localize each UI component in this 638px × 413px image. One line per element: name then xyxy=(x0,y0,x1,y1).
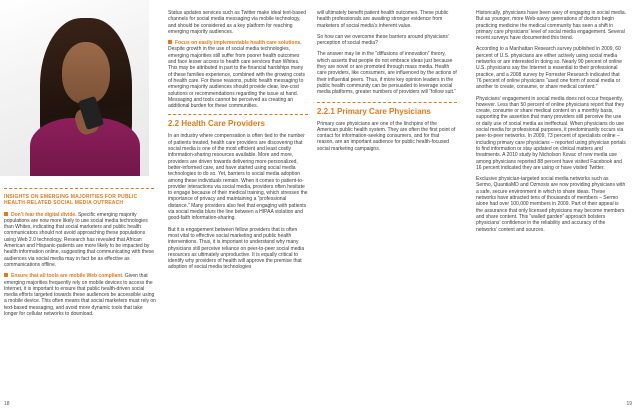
col2-bullet xyxy=(168,40,308,109)
sidebar-bullet-2 xyxy=(4,273,156,317)
sidebar-top-rule xyxy=(4,188,154,189)
col3-paragraph-1: will ultimately benefit patient health outcomes. These public health professionals are awaiting stronger evidence from marketers of social media’s inherent value. xyxy=(317,10,449,29)
bullet-2-text: Given that emerging majorities frequently rely on mobile devices to access the Internet, it is important to ensure that public health-driven social media efforts targeted towards these audiences be accessible using a mobile device. This often means that social marketers must rely on text-based messaging, and avoid more dynamic tools that take longer for cellular networks to download. xyxy=(4,273,156,318)
col4-paragraph-2: According to a Manhattan Research survey published in 2009, 60 percent of U.S. physicians are either actively using social media networks or are interested in doing so. Nearly 90 percent of online U.S. physicians say the Internet is essential to their professional practice, and a 2008 survey by Forrester Research indicated that 76 percent of online physicians “used one form of social media or another to create, consume, or share medical content.” xyxy=(476,46,622,91)
woman-with-phone-photo xyxy=(0,0,149,176)
page-number-right: 19 xyxy=(626,401,632,407)
col2-bullet-text: Despite growth in the use of social media technologies, emerging majorities still suffer from poorer health outcomes and face lesser access to health care services than Whites. This may be attributed in part to the financial hardships many of these families experience, combined with the growing costs of health care. For these reasons, public health messaging to emerging majority audiences should provide clear, low-cost solutions or recommendations regarding the issue at hand. Messaging and tools cannot be perceived as creating an additional burden for these communities. xyxy=(168,46,306,110)
bullet-2-lead: Ensure that all tools are mobile Web compliant. xyxy=(11,273,124,280)
column-2 xyxy=(168,10,308,276)
col2-paragraph-2: In an industry where compensation is often tied to the number of patients treated, health care providers are discovering that social media is one of the most efficient and least costly information-sharing resources available. More and more, providers are driven towards delivering more personalized, better-informed care, and have started using social media technologies to do so. Yet, barriers to social media adoption among these individuals remain. When it comes to patient-to-provider interactions via social media, providers often hesitate to engage because of their medical training, which stresses the importance of privacy and maintaining a “professional distance.” Many providers also feel that engaging with patients via social media blurs the line between a HIPAA violation and good-faith information-sharing. xyxy=(168,133,308,222)
col2-bullet-lead: Focus on easily implementable health care solutions. xyxy=(175,40,302,47)
col3-paragraph-2: So how can we overcome these barriers around physicians’ perception of social media? xyxy=(317,33,449,47)
bullet-square-icon xyxy=(4,212,8,216)
col3-paragraph-3: The answer may lie in the “diffusions of innovation” theory, which asserts that people do not embrace ideas just because they are novel or are promoted through mass media. Health care providers, like consumers, are influenced by the actions of their influential peers. Thus, if more key opinion leaders in the public health community can be persuaded to leverage social media platforms, greater numbers of providers will “follow suit.” xyxy=(317,51,457,96)
col2-paragraph-3: But it is engagement between fellow providers that is often most vital to effective social marketing and public health interventions. Thus, it is important to understand why many physicians still perceive reliance on peer-to-peer social media resources as ultimately unproductive. It is equally critical to identify why providers of health will approve the premise that adoption of social media technologies xyxy=(168,226,305,271)
section-title-health-care-providers: 2.2 Health Care Providers xyxy=(168,119,265,129)
col2-section-rule xyxy=(168,114,308,115)
col3-paragraph-4: Primary care physicians are one of the linchpins of the American public health system. They are often the first point of contact for information-seeking consumers, and for that reason, are an important audience for public health-focused social marketing campaigns. xyxy=(317,120,456,152)
photo-face xyxy=(62,42,110,104)
section-title-primary-care-physicians: 2.2.1 Primary Care Physicians xyxy=(317,106,431,116)
column-4 xyxy=(476,10,626,238)
sidebar-bullet-1 xyxy=(4,212,156,269)
col2-paragraph-1: Status updates services such as Twitter make ideal text-based channels for social media messaging via mobile technology, and should be considered as a key platform for reaching emerging majority audiences. xyxy=(168,10,307,35)
page-number-left: 18 xyxy=(4,401,10,407)
col4-paragraph-1: Historically, physicians have been wary of engaging in social media. But as younger, more Web-savvy generations of doctors begin practicing medicine the medical community has seen a shift in primary care physicians’ level of social media engagement. Several recent surveys have documented this trend. xyxy=(476,10,626,42)
sidebar-heading: INSIGHTS ON EMERGING MAJORITIES FOR PUBLIC HEALTH-RELATED SOCIAL MEDIA OUTREACH xyxy=(4,194,138,207)
bullet-square-icon xyxy=(168,40,172,44)
column-3 xyxy=(317,10,457,157)
sidebar-insights xyxy=(4,194,156,322)
col4-paragraph-4: Exclusive physician-targeted social media networks such as Sermo, QuantiaMD and Ozmosis are now providing physicians with a safe, secure environment in which to share ideas. These networks have attracted tens of thousands of members – Sermo alone had over 100,000 members in 2009. Part of their appeal is the assurance that only licensed physicians may become members and share content. This “walled garden” approach bolsters physicians’ confidence in the reliability and accuracy of the networks’ content and sources. xyxy=(476,176,626,233)
bullet-1-text: Specific emerging majority populations are now more likely to use social media technologies than Whites, indicating that social marketers and public health communicators should not avoid approaching these populations using Web 2.0 technology. Research has revealed that African American and Hispanic-patients are more likely to be impacted by health information online, suggesting that communicating with these audiences via social media may in fact be as effective as communications offline. xyxy=(4,211,155,268)
col3-section-rule xyxy=(317,102,457,103)
col4-paragraph-3: Physicians’ engagement in social media does not occur frequently, however. Less than 50 percent of online physicians report that they create, consume or share medical content on a monthly basis, supporting the assertion that many providers still perceive the use or daily use of social media as ineffectual. When physicians do use social media for professional purposes, it predominantly occurs via peer-to-peer networks. In 2009, 73 percent of specialists online – including primary care physicians – reported using physician portals to find information or stay updated on clinical matters and treatments. A 2010 study by Nicholson Kovac of new media use among physicians reported 88 percent have visited Facebook and 16 percent indicated they are using or have visited Twitter. xyxy=(476,95,626,171)
bullet-1-lead: Don’t fear the digital divide. xyxy=(11,211,77,218)
bullet-square-icon xyxy=(4,273,8,277)
